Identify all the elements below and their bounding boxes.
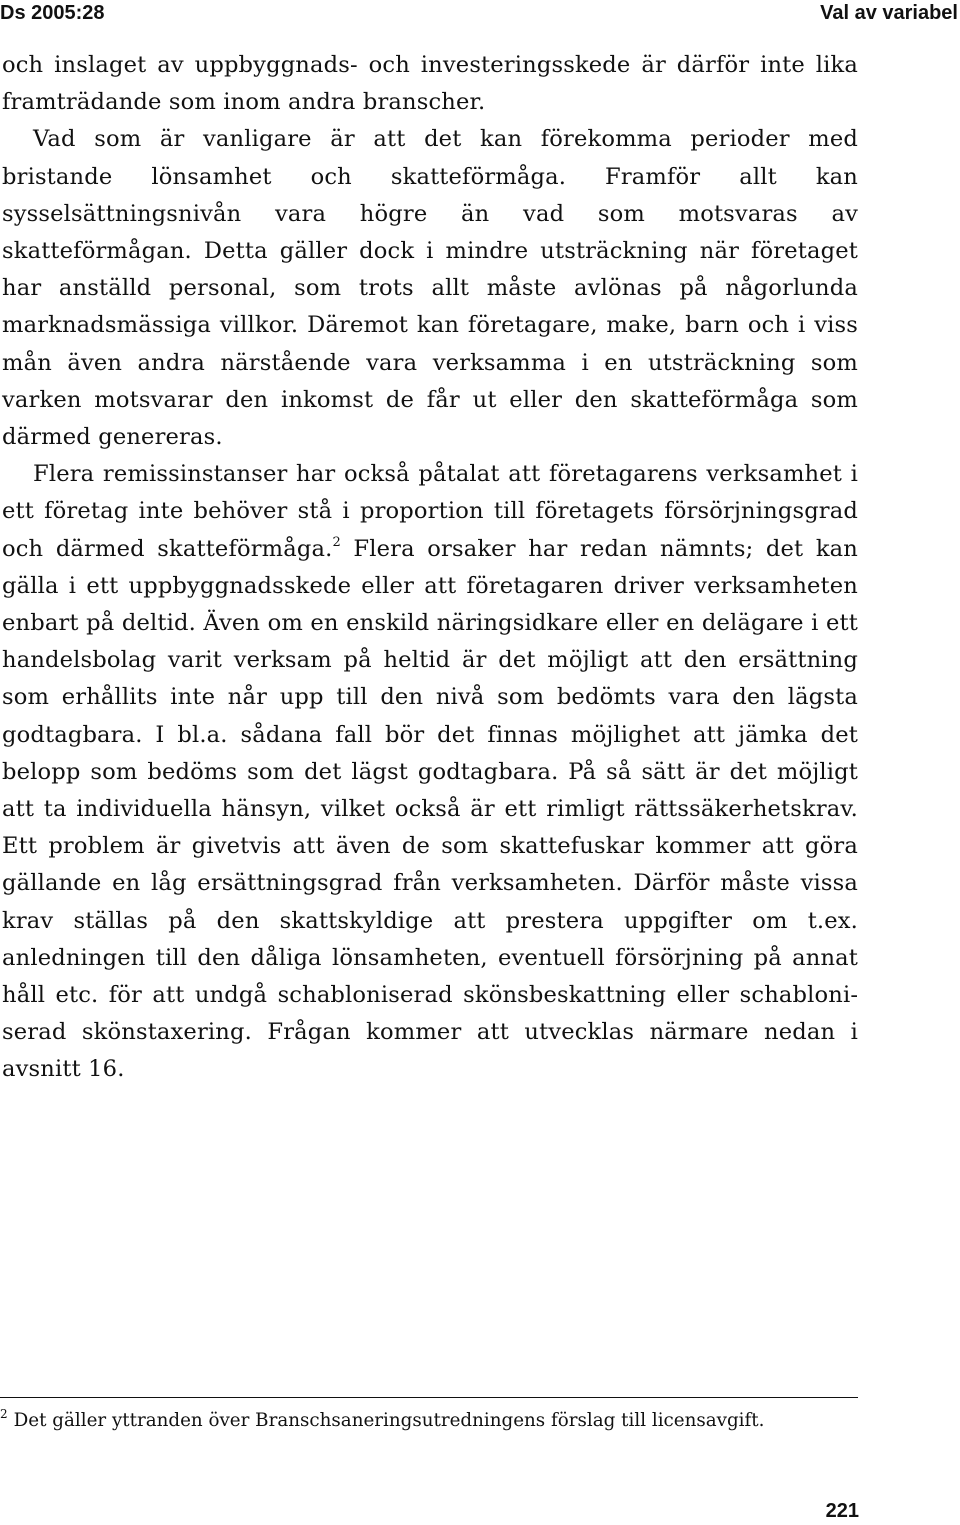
footnote-marker: 2 [0, 1407, 8, 1421]
paragraph: och inslaget av uppbyggnads- och investeringsskede är därför inte lika framträdande som inom andra branscher. [2, 52, 858, 116]
body-text [2, 47, 858, 1089]
paragraph-text: Flera orsaker har redan nämnts; det kan gälla i ett uppbyggnadsskede eller att företagaren driver verksamheten enbart på deltid. Även om en enskild näringsidkare eller en delägare i ett handelsbolag varit verksam på heltid är det möjligt att den ersättning som erhållits inte når upp till den nivå som bedömts vara den lägsta godtagbara. I bl.a. sådana fall bör det finnas möjlighet att jämka det belopp som bedöms som det lägst godtagbara. På så sätt är det möjligt att ta individuella hänsyn, vilket också är ett rimligt rättssäkerhetskrav. Ett problem är givetvis att även de som skattefuskar kommer att göra gällande en låg ersättningsgrad från verksamheten. Därför måste vissa krav ställas på den skattskyldige att prestera uppgifter om t.ex. anledningen till den dåliga lönsamheten, eventuell försörjning på annat håll etc. för att undgå schabloniserad skönsbeskattning eller schabloniserad skönstaxering. Frågan kommer att utvecklas närmare nedan i avsnitt 16. [2, 535, 858, 1083]
footnote-divider [0, 1397, 858, 1398]
document-reference: Ds 2005:28 [0, 2, 105, 24]
running-header [0, 0, 960, 30]
footnote-reference[interactable]: 2 [332, 534, 341, 550]
footnote-text: Det gäller yttranden över Branschsaneringsutredningens förslag till licensavgift. [13, 1410, 765, 1431]
footnote [0, 1408, 900, 1434]
page-number: 221 [825, 1500, 859, 1522]
section-title: Val av variabel [820, 2, 958, 24]
paragraph-text: Flera remissinstanser har också påtalat att företagarens verksamhet i ett företag inte behöver stå i proportion till företagets försörjningsgrad och därmed skatteförmåga. [2, 461, 858, 562]
paragraph [2, 456, 858, 1088]
paragraph: Vad som är vanligare är att det kan förekomma perioder med bristande lönsamhet och skatteförmåga. Framför allt kan sysselsättningsnivån vara högre än vad som motsvaras av skatteförmågan. Detta gäller dock i mindre utsträckning när företaget har anställd personal, som trots allt måste avlönas på någorlunda marknadsmässiga villkor. Däremot kan företagare, make, barn och i viss mån även andra närstående vara verksamma i en utsträckning som varken motsvarar den inkomst de får ut eller den skatteförmåga som därmed genereras. [2, 126, 858, 451]
